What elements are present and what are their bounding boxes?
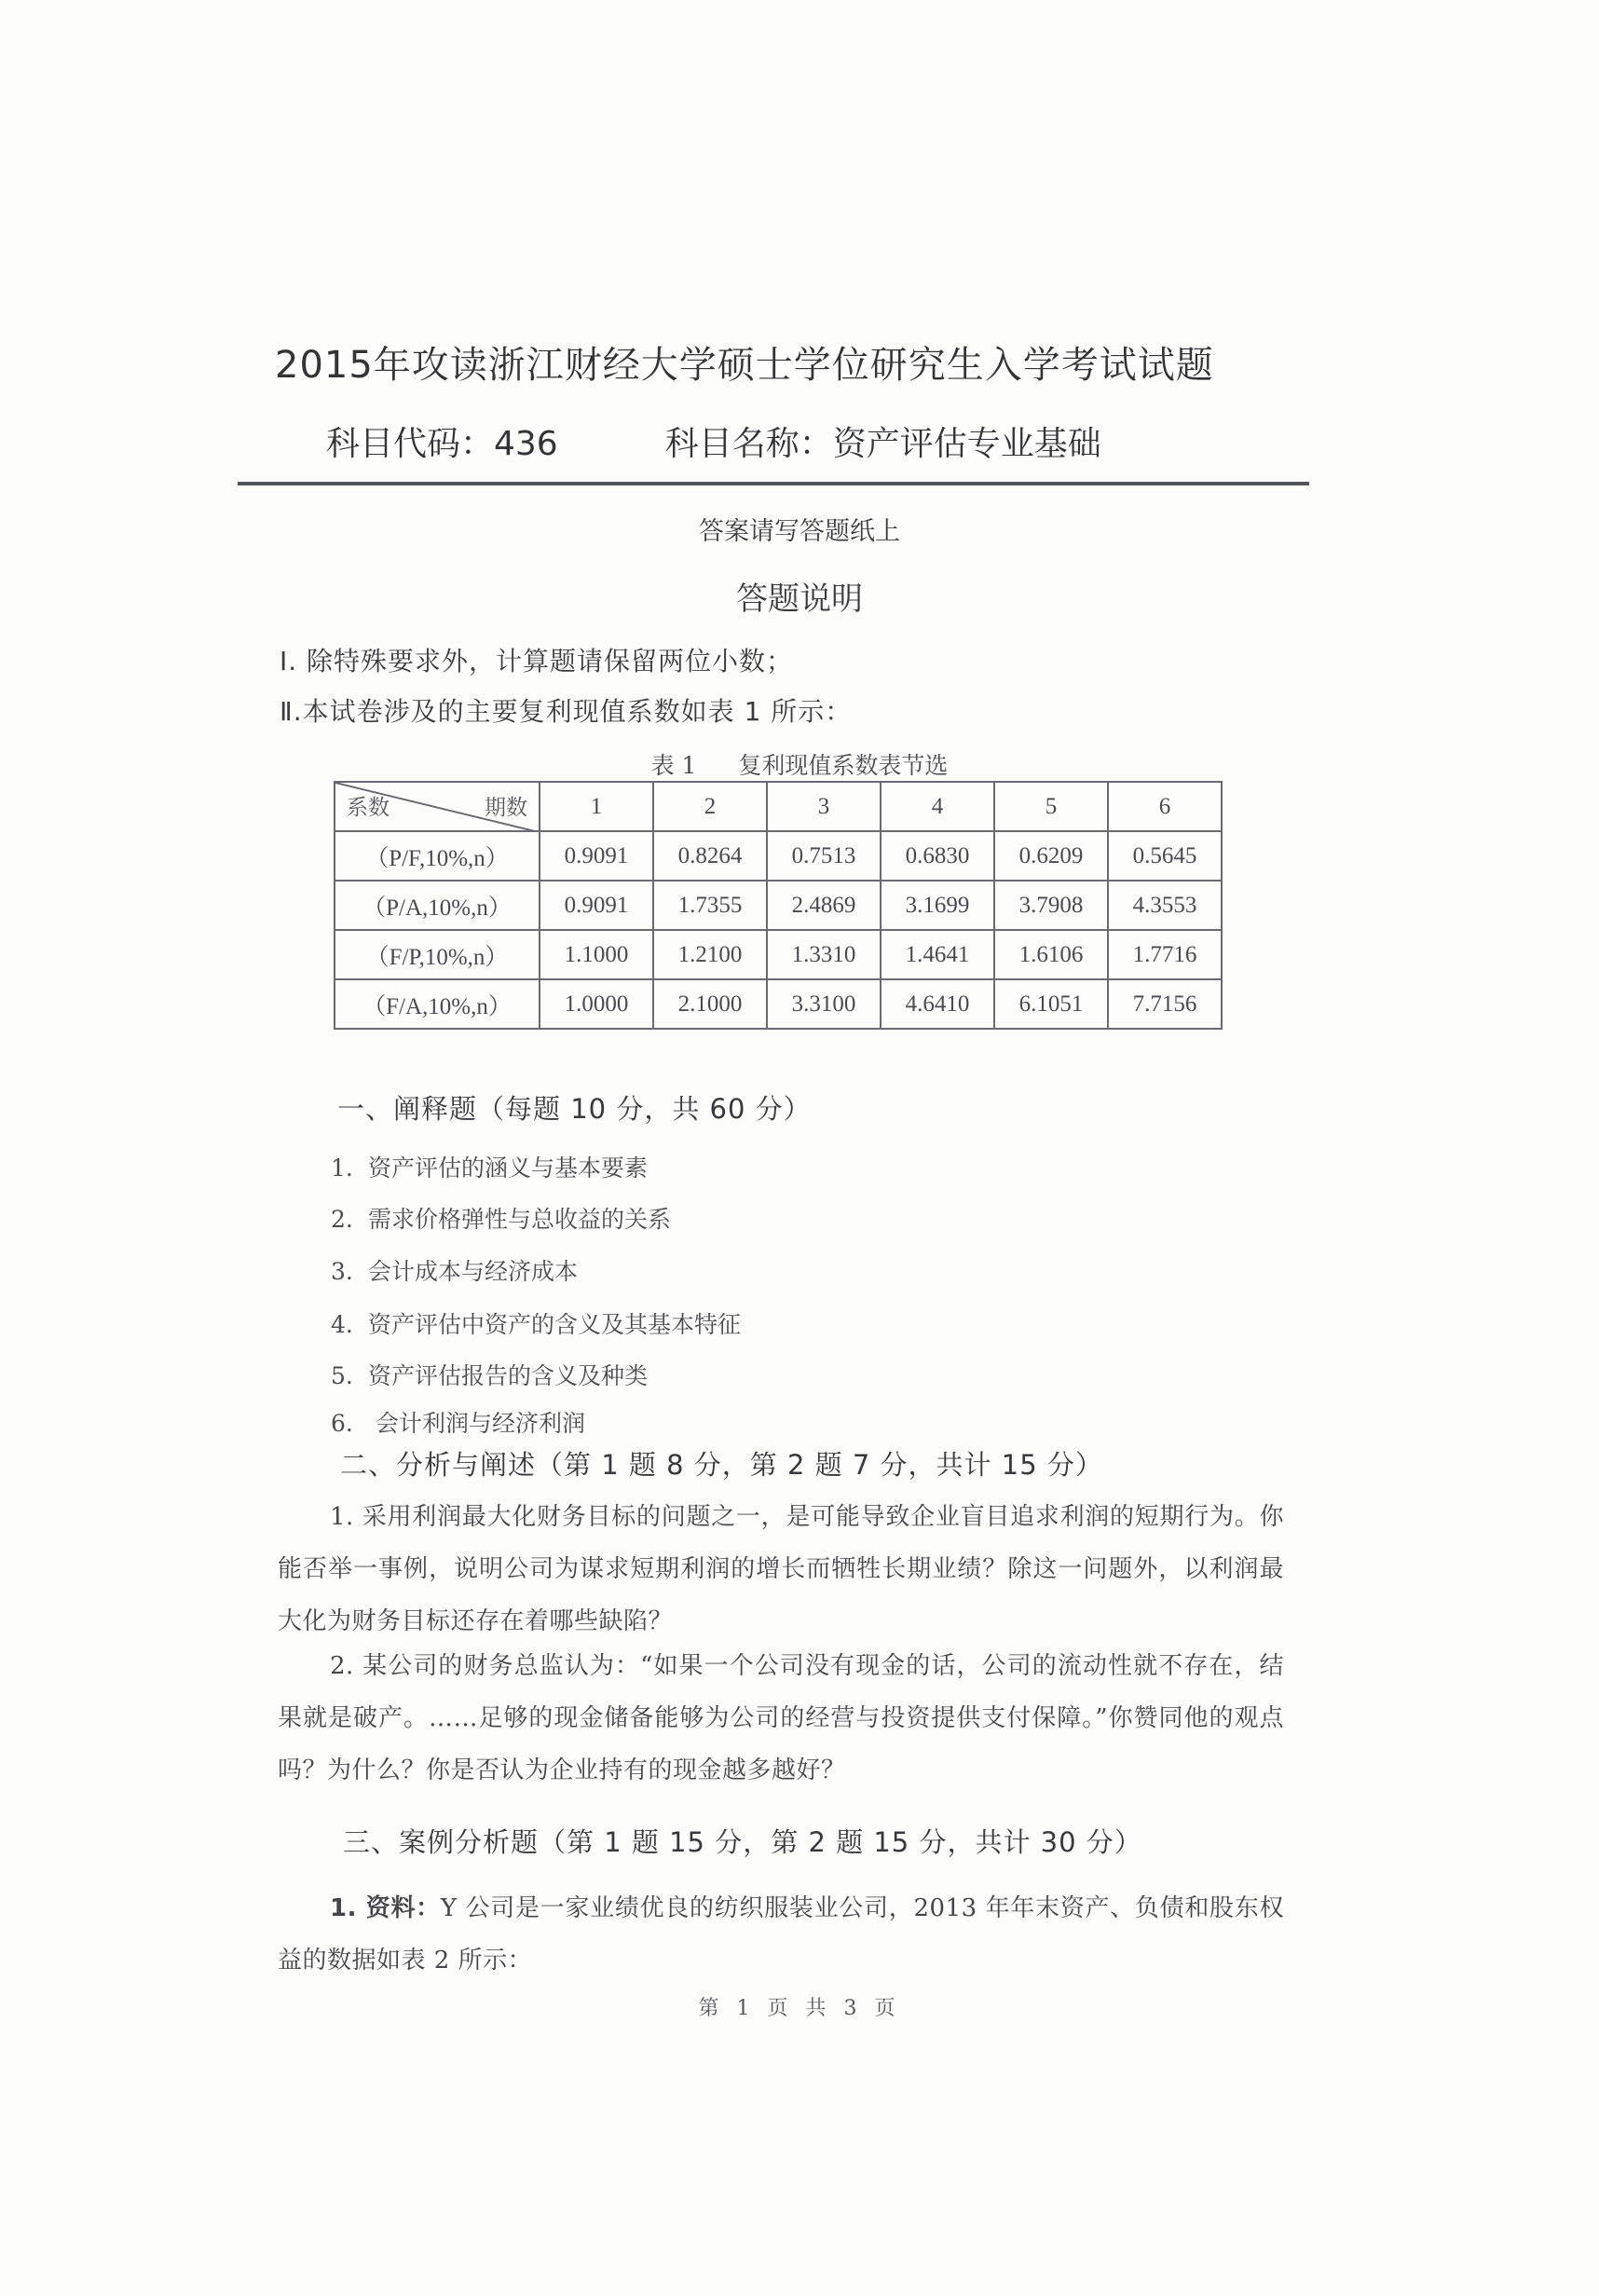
table-caption-number: 表 1 [650, 752, 697, 779]
row-label: （P/F,10%,n） [335, 831, 540, 881]
table-cell: 1.0000 [540, 979, 653, 1029]
item-number: 2. [331, 1206, 353, 1233]
period-header: 5 [994, 782, 1108, 831]
table-caption-title: 复利现值系数表节选 [738, 752, 949, 779]
question-paragraph [278, 1882, 1284, 1987]
question-paragraph: 2. 某公司的财务总监认为：“如果一个公司没有现金的话，公司的流动性就不存在，结果就是破产。……足够的现金储备能够为公司的经营与投资提供支付保障。”你赞同他的观点吗？为什么？你是否认为企业持有的现金越多越好？ [278, 1652, 1284, 1784]
table-cell: 0.6209 [994, 831, 1108, 881]
table-cell: 0.8264 [653, 831, 767, 881]
list-item [331, 1253, 578, 1287]
item-number: 1. [331, 1155, 353, 1182]
table-cell: 1.7716 [1108, 930, 1222, 979]
subject-code: 科目代码：436 [326, 425, 558, 463]
item-number: 4. [331, 1311, 353, 1338]
table-cell: 3.7908 [994, 881, 1108, 930]
period-header: 1 [540, 782, 653, 831]
instruction-item: Ⅰ. 除特殊要求外，计算题请保留两位小数； [280, 646, 794, 676]
list-item [331, 1150, 648, 1183]
table-cell: 2.4869 [767, 881, 881, 930]
exam-title: 2015年攻读浙江财经大学硕士学位研究生入学考试试题 [275, 344, 1214, 387]
table-cell: 1.2100 [653, 930, 767, 979]
table-row [335, 930, 1222, 979]
item-text: 需求价格弹性与总收益的关系 [368, 1206, 672, 1233]
item-number: 3. [331, 1258, 353, 1285]
corner-label-coefficient: 系数 [347, 796, 390, 820]
table-header-row [335, 782, 1222, 831]
table-cell: 3.1699 [881, 881, 994, 930]
table-row [335, 881, 1222, 930]
section-heading: 二、分析与阐述（第 1 题 8 分，第 2 题 7 分，共计 15 分） [340, 1449, 1103, 1481]
table-cell: 1.3310 [767, 930, 881, 979]
list-item [331, 1306, 741, 1340]
table-cell: 7.7156 [1108, 979, 1222, 1029]
item-text: 会计利润与经济利润 [368, 1410, 585, 1437]
subject-name: 科目名称：资产评估专业基础 [664, 425, 1101, 463]
list-item [331, 1405, 585, 1439]
question-label: 1. 资料： [330, 1894, 441, 1922]
table-cell: 4.3553 [1108, 881, 1222, 930]
table-cell: 0.7513 [767, 831, 881, 881]
table-cell: 1.4641 [881, 930, 994, 979]
table-cell: 1.1000 [540, 930, 653, 979]
period-header: 4 [881, 782, 994, 831]
item-text: 会计成本与经济成本 [368, 1258, 579, 1285]
table-cell: 0.5645 [1108, 831, 1222, 881]
section-heading: 一、阐释题（每题 10 分，共 60 分） [337, 1093, 812, 1125]
table-corner-cell [335, 782, 540, 831]
table-cell: 1.6106 [994, 930, 1108, 979]
table-cell: 0.9091 [540, 831, 653, 881]
row-label: （F/A,10%,n） [335, 979, 540, 1029]
item-text: 资产评估中资产的含义及其基本特征 [368, 1311, 742, 1338]
item-number: 6. [331, 1410, 353, 1437]
list-item [331, 1201, 671, 1235]
table-cell: 1.7355 [653, 881, 767, 930]
table-row [335, 831, 1222, 881]
corner-label-period: 期数 [485, 796, 527, 820]
period-header: 3 [767, 782, 881, 831]
answer-note: 答案请写答题纸上 [699, 517, 900, 546]
item-text: 资产评估的涵义与基本要素 [368, 1155, 649, 1182]
list-item [331, 1358, 648, 1391]
table-cell: 6.1051 [994, 979, 1108, 1029]
table-caption [0, 747, 1599, 781]
item-number: 5. [331, 1362, 353, 1389]
table-cell: 2.1000 [653, 979, 767, 1029]
table-cell: 0.9091 [540, 881, 653, 930]
question-text: Y 公司是一家业绩优良的纺织服装业公司，2013 年年末资产、负债和股东权益的数据如表 2 所示： [278, 1894, 1284, 1975]
header-rule [238, 482, 1309, 485]
row-label: （F/P,10%,n） [335, 930, 540, 979]
table-cell: 0.6830 [881, 831, 994, 881]
section-heading: 三、案例分析题（第 1 题 15 分，第 2 题 15 分，共计 30 分） [343, 1826, 1142, 1858]
coefficient-table [334, 781, 1223, 1030]
row-label: （P/A,10%,n） [335, 881, 540, 930]
question-paragraph: 1. 采用利润最大化财务目标的问题之一，是可能导致企业盲目追求利润的短期行为。你能否举一事例，说明公司为谋求短期利润的增长而牺牲长期业绩？除这一问题外，以利润最大化为财务目标还存在着哪些缺陷？ [278, 1503, 1284, 1635]
period-header: 6 [1108, 782, 1222, 831]
table-cell: 4.6410 [881, 979, 994, 1029]
table-row [335, 979, 1222, 1029]
item-text: 资产评估报告的含义及种类 [368, 1362, 649, 1389]
instruction-item: Ⅱ.本试卷涉及的主要复利现值系数如表 1 所示： [280, 696, 853, 727]
instructions-title: 答题说明 [736, 581, 863, 618]
page-indicator: 第 1 页 共 3 页 [698, 1997, 901, 2020]
table-cell: 3.3100 [767, 979, 881, 1029]
period-header: 2 [653, 782, 767, 831]
subject-line [326, 417, 1101, 465]
